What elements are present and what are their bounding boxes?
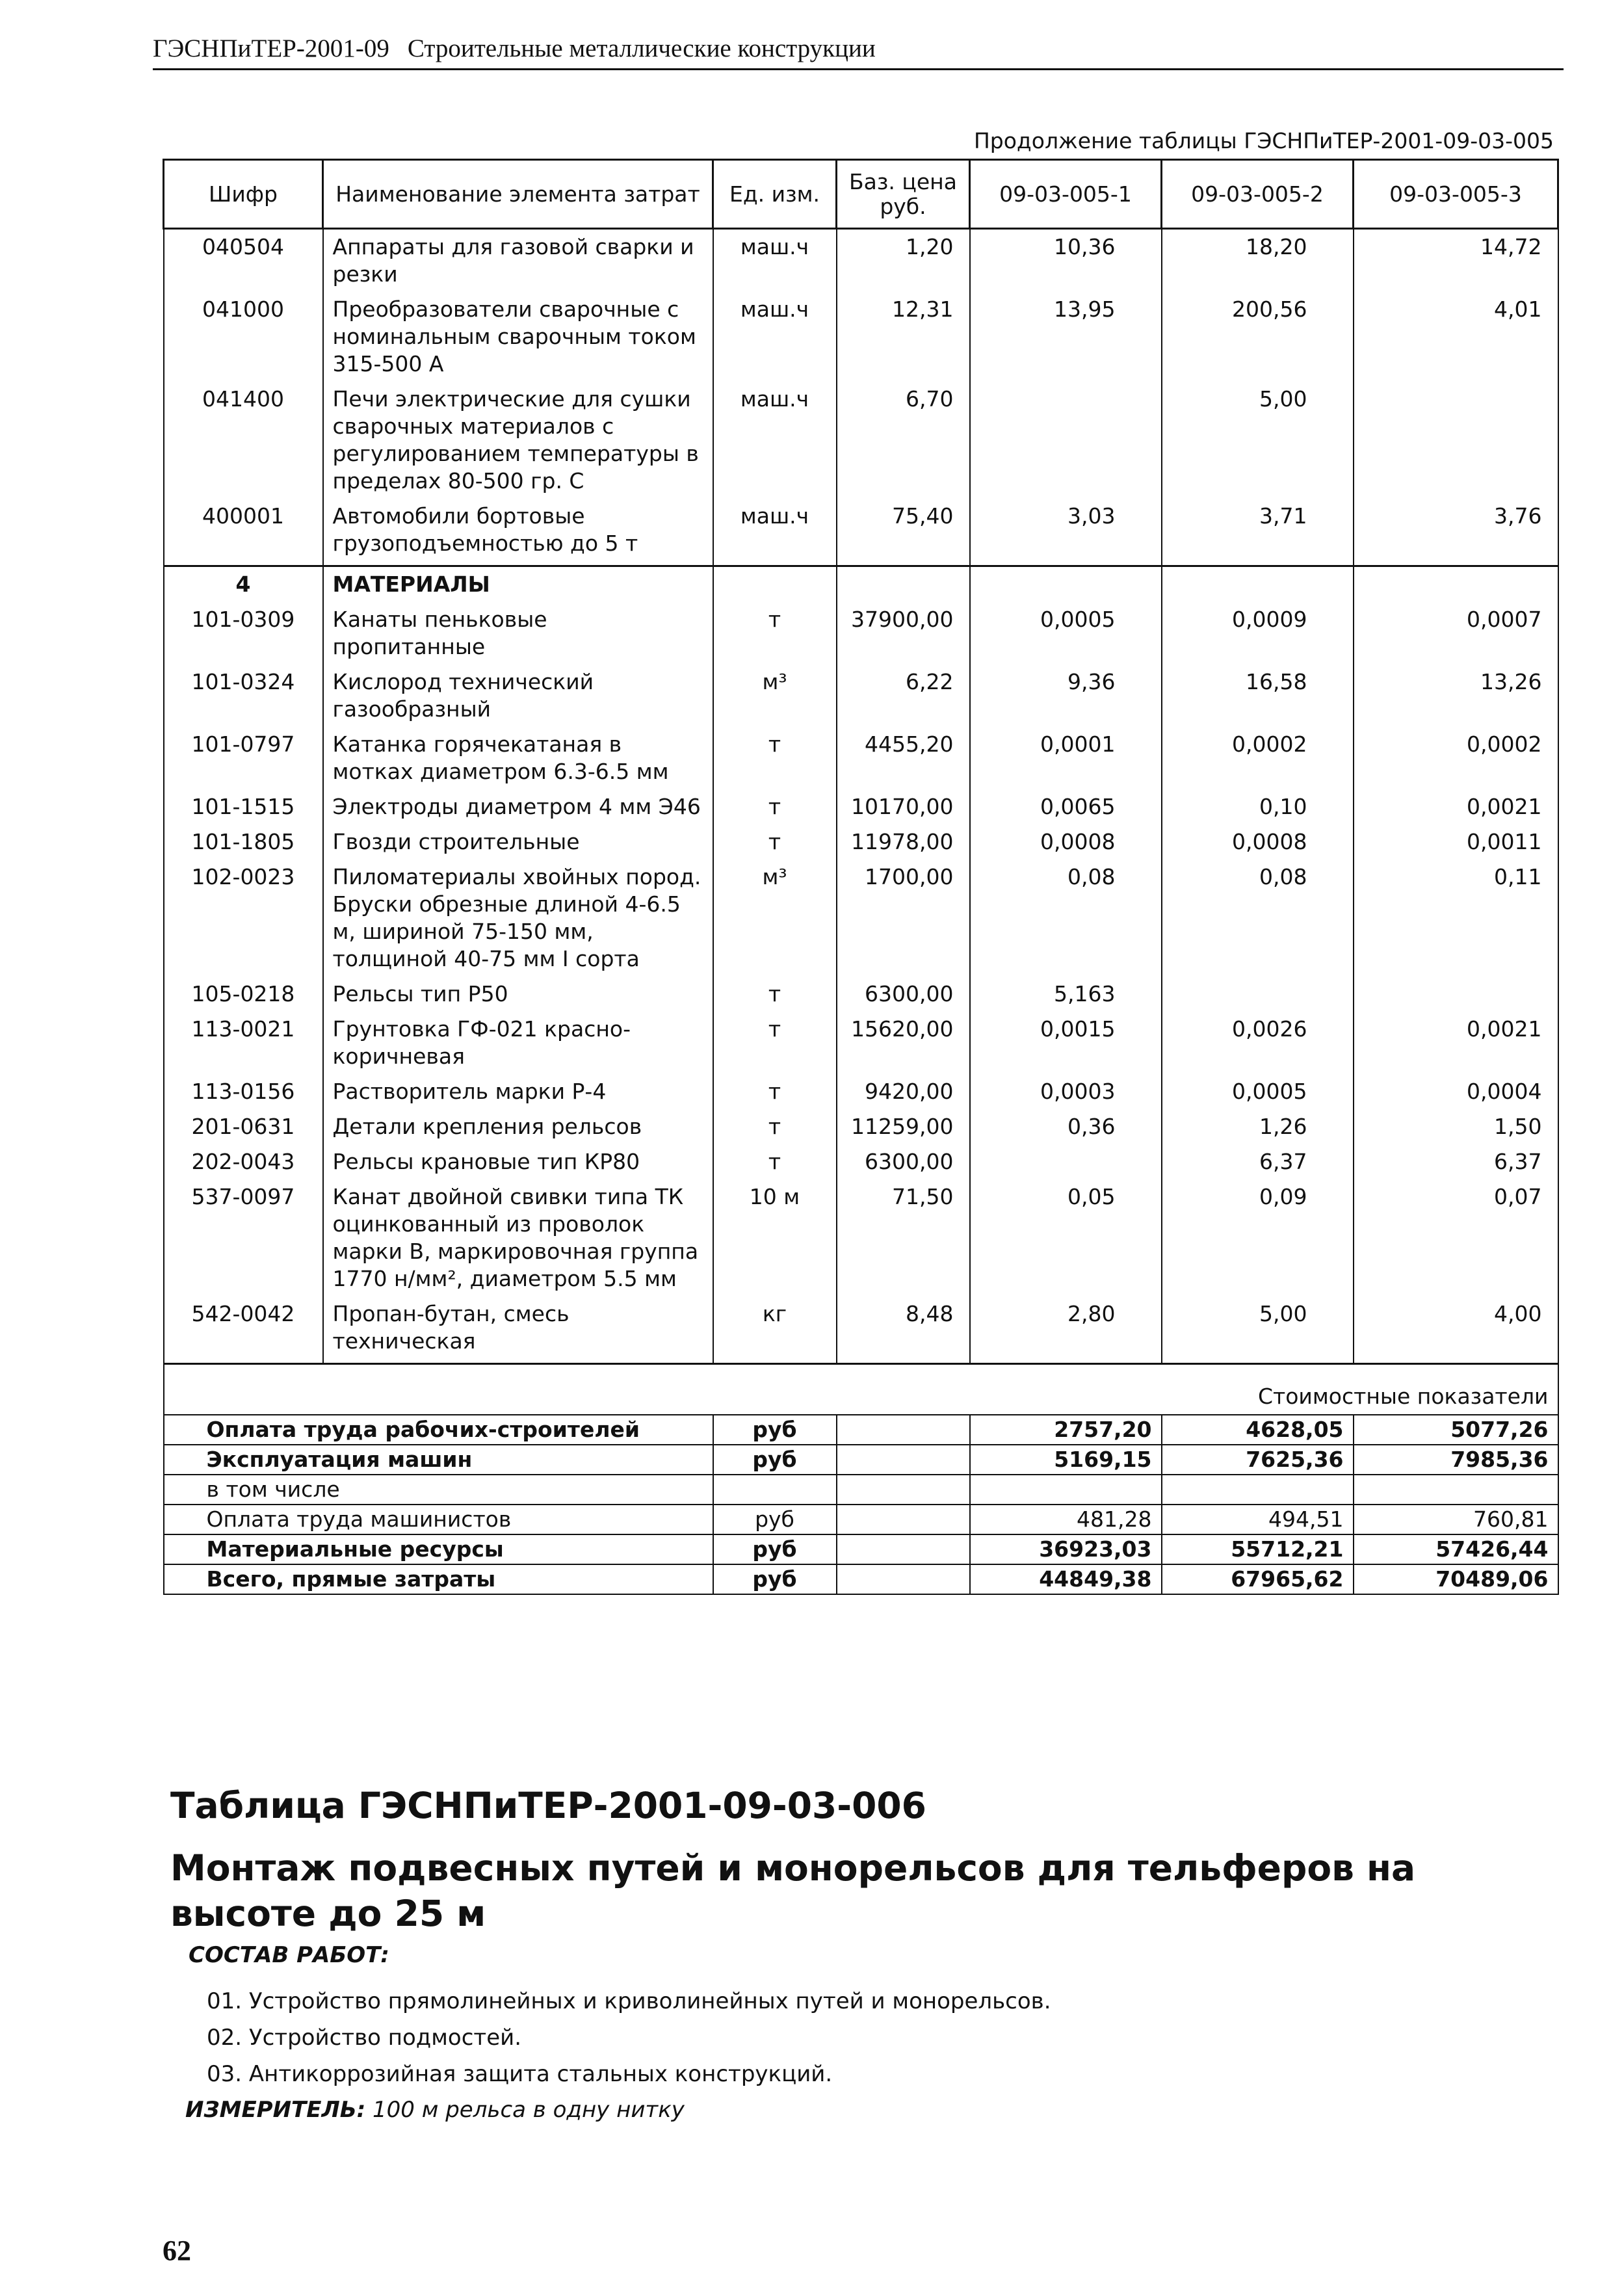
row-name: Автомобили бортовые грузоподъемностью до 5 т	[323, 499, 713, 566]
summary-value-1: 5169,15	[970, 1445, 1162, 1475]
row-value-3: 6,37	[1354, 1144, 1558, 1179]
table-header-row	[164, 160, 1558, 229]
summary-value-3: 5077,26	[1354, 1415, 1558, 1445]
table-row	[164, 664, 1558, 727]
row-price: 11259,00	[837, 1109, 970, 1144]
row-price: 6,22	[837, 664, 970, 727]
row-value-2: 5,00	[1162, 1296, 1354, 1364]
summary-unit: руб	[713, 1534, 837, 1564]
row-value-3: 0,0021	[1354, 789, 1558, 824]
meter-label: ИЗМЕРИТЕЛЬ:	[185, 2097, 366, 2123]
summary-value-3	[1354, 1475, 1558, 1505]
row-value-1: 0,36	[970, 1109, 1162, 1144]
page-number: 62	[163, 2235, 191, 2267]
row-value-1: 5,163	[970, 977, 1162, 1012]
summary-value-3: 57426,44	[1354, 1534, 1558, 1564]
row-name: Гвозди строительные	[323, 824, 713, 860]
row-value-3: 4,00	[1354, 1296, 1558, 1364]
row-unit: т	[713, 824, 837, 860]
table-row	[164, 382, 1558, 499]
cost-summary	[164, 1364, 1558, 1595]
row-value-1: 0,0005	[970, 602, 1162, 664]
table-row	[164, 1109, 1558, 1144]
row-value-3: 14,72	[1354, 229, 1558, 293]
row-unit: м³	[713, 664, 837, 727]
summary-value-1: 36923,03	[970, 1534, 1162, 1564]
row-name: Катанка горячекатаная в мотках диаметром 6.3-6.5 мм	[323, 727, 713, 789]
row-unit: т	[713, 789, 837, 824]
materials-section-row	[164, 566, 1558, 603]
summary-value-1: 44849,38	[970, 1564, 1162, 1594]
machines-rows	[164, 229, 1558, 566]
row-value-2: 16,58	[1162, 664, 1354, 727]
row-value-2: 0,0026	[1162, 1012, 1354, 1074]
row-price: 75,40	[837, 499, 970, 566]
row-value-3: 0,0021	[1354, 1012, 1558, 1074]
row-value-3: 4,01	[1354, 292, 1558, 382]
table-row	[164, 977, 1558, 1012]
row-value-2: 5,00	[1162, 382, 1354, 499]
row-value-3: 0,0002	[1354, 727, 1558, 789]
row-name: Аппараты для газовой сварки и резки	[323, 229, 713, 293]
row-price: 1,20	[837, 229, 970, 293]
row-code: 202-0043	[164, 1144, 323, 1179]
table-row	[164, 1296, 1558, 1364]
row-value-1: 2,80	[970, 1296, 1162, 1364]
row-name: Печи электрические для сушки сварочных материалов с регулированием температуры в пределах 80-500 гр. С	[323, 382, 713, 499]
row-value-2: 0,0009	[1162, 602, 1354, 664]
row-value-1: 0,0008	[970, 824, 1162, 860]
table-row	[164, 1012, 1558, 1074]
row-code: 105-0218	[164, 977, 323, 1012]
summary-value-2: 67965,62	[1162, 1564, 1354, 1594]
row-unit: маш.ч	[713, 499, 837, 566]
row-price: 4455,20	[837, 727, 970, 789]
row-code: 041400	[164, 382, 323, 499]
row-unit: т	[713, 1074, 837, 1109]
row-price: 12,31	[837, 292, 970, 382]
row-value-2: 0,09	[1162, 1179, 1354, 1296]
row-value-1: 9,36	[970, 664, 1162, 727]
table-row	[164, 602, 1558, 664]
summary-value-2	[1162, 1475, 1354, 1505]
row-code: 400001	[164, 499, 323, 566]
row-value-2: 18,20	[1162, 229, 1354, 293]
row-name: Пиломатериалы хвойных пород. Бруски обрезные длиной 4-6.5 м, шириной 75-150 мм, толщиной 40-75 мм I сорта	[323, 860, 713, 977]
row-name: Электроды диаметром 4 мм Э46	[323, 789, 713, 824]
row-price: 1700,00	[837, 860, 970, 977]
row-value-2: 0,0008	[1162, 824, 1354, 860]
summary-row	[164, 1505, 1558, 1534]
row-unit: т	[713, 1144, 837, 1179]
summary-unit: руб	[713, 1415, 837, 1445]
row-price: 11978,00	[837, 824, 970, 860]
row-unit: т	[713, 602, 837, 664]
row-unit: 10 м	[713, 1179, 837, 1296]
row-value-3: 0,0007	[1354, 602, 1558, 664]
row-value-1: 3,03	[970, 499, 1162, 566]
summary-unit: руб	[713, 1564, 837, 1594]
summary-row	[164, 1415, 1558, 1445]
summary-value-1	[970, 1475, 1162, 1505]
summary-row	[164, 1534, 1558, 1564]
table-row	[164, 292, 1558, 382]
row-value-1	[970, 382, 1162, 499]
running-header	[153, 34, 1564, 70]
summary-unit	[713, 1475, 837, 1505]
row-name: Грунтовка ГФ-021 красно-коричневая	[323, 1012, 713, 1074]
column-header-unit: Ед. изм.	[713, 160, 837, 229]
row-value-2: 200,56	[1162, 292, 1354, 382]
row-code: 101-0797	[164, 727, 323, 789]
row-value-3	[1354, 977, 1558, 1012]
next-table-subtitle: Монтаж подвесных путей и монорельсов для тельферов на высоте до 25 м	[170, 1847, 1416, 1934]
summary-value-1: 481,28	[970, 1505, 1162, 1534]
row-code: 537-0097	[164, 1179, 323, 1296]
row-value-1: 0,05	[970, 1179, 1162, 1296]
summary-unit: руб	[713, 1505, 837, 1534]
row-name: Канат двойной свивки типа ТК оцинкованный из проволок марки В, маркировочная группа 1770 н/мм², диаметром 5.5 мм	[323, 1179, 713, 1296]
row-value-1: 0,08	[970, 860, 1162, 977]
work-composition-header: СОСТАВ РАБОТ:	[189, 1942, 389, 1968]
row-code: 201-0631	[164, 1109, 323, 1144]
table-row	[164, 860, 1558, 977]
row-unit: маш.ч	[713, 229, 837, 293]
section-name: МАТЕРИАЛЫ	[323, 566, 713, 603]
column-header-v1: 09-03-005-1	[970, 160, 1162, 229]
row-price: 6300,00	[837, 1144, 970, 1179]
header-title: Строительные металлические конструкции	[407, 34, 876, 62]
column-header-code: Шифр	[164, 160, 323, 229]
row-unit: кг	[713, 1296, 837, 1364]
table-row	[164, 727, 1558, 789]
summary-value-2: 494,51	[1162, 1505, 1354, 1534]
row-unit: м³	[713, 860, 837, 977]
table-row	[164, 499, 1558, 566]
next-table-title: Таблица ГЭСНПиТЕР-2001-09-03-006	[170, 1785, 926, 1826]
row-price: 6,70	[837, 382, 970, 499]
table-continuation-caption: Продолжение таблицы ГЭСНПиТЕР-2001-09-03-005	[973, 128, 1554, 153]
row-value-2: 0,10	[1162, 789, 1354, 824]
row-value-1: 0,0065	[970, 789, 1162, 824]
work-item: 02. Устройство подмостей.	[207, 2025, 522, 2051]
row-code: 113-0156	[164, 1074, 323, 1109]
row-code: 041000	[164, 292, 323, 382]
header-code: ГЭСНПиТЕР-2001-09	[153, 34, 389, 62]
summary-value-2: 55712,21	[1162, 1534, 1354, 1564]
summary-row	[164, 1564, 1558, 1594]
row-value-3: 0,0004	[1354, 1074, 1558, 1109]
row-unit: т	[713, 1109, 837, 1144]
column-header-price: Баз. цена руб.	[837, 160, 970, 229]
row-name: Кислород технический газообразный	[323, 664, 713, 727]
row-value-2: 1,26	[1162, 1109, 1354, 1144]
summary-value-3: 7985,36	[1354, 1445, 1558, 1475]
table-row	[164, 824, 1558, 860]
row-code: 542-0042	[164, 1296, 323, 1364]
row-value-2	[1162, 977, 1354, 1012]
row-code: 101-0309	[164, 602, 323, 664]
row-price: 10170,00	[837, 789, 970, 824]
row-value-1	[970, 1144, 1162, 1179]
row-unit: т	[713, 727, 837, 789]
summary-value-3: 70489,06	[1354, 1564, 1558, 1594]
row-value-1: 0,0001	[970, 727, 1162, 789]
row-value-2: 0,08	[1162, 860, 1354, 977]
summary-row	[164, 1475, 1558, 1505]
row-code: 101-0324	[164, 664, 323, 727]
row-value-2: 0,0005	[1162, 1074, 1354, 1109]
row-value-3: 0,07	[1354, 1179, 1558, 1296]
table-row	[164, 1144, 1558, 1179]
row-unit: т	[713, 1012, 837, 1074]
cost-caption: Стоимостные показатели	[164, 1364, 1558, 1415]
row-code: 102-0023	[164, 860, 323, 977]
row-price: 9420,00	[837, 1074, 970, 1109]
column-header-v3: 09-03-005-3	[1354, 160, 1558, 229]
row-price: 8,48	[837, 1296, 970, 1364]
table-row	[164, 789, 1558, 824]
row-value-2: 0,0002	[1162, 727, 1354, 789]
column-header-v2: 09-03-005-2	[1162, 160, 1354, 229]
row-name: Преобразователи сварочные с номинальным сварочным током 315-500 А	[323, 292, 713, 382]
row-value-2: 6,37	[1162, 1144, 1354, 1179]
row-value-3: 13,26	[1354, 664, 1558, 727]
row-value-3: 3,76	[1354, 499, 1558, 566]
row-value-3: 0,0011	[1354, 824, 1558, 860]
table-row	[164, 1074, 1558, 1109]
row-value-2: 3,71	[1162, 499, 1354, 566]
row-price: 37900,00	[837, 602, 970, 664]
work-item: 03. Антикоррозийная защита стальных конструкций.	[207, 2061, 833, 2087]
summary-label: Материальные ресурсы	[164, 1534, 713, 1564]
row-value-1: 0,0015	[970, 1012, 1162, 1074]
resource-table	[163, 159, 1559, 1595]
summary-value-2: 7625,36	[1162, 1445, 1354, 1475]
summary-label: Всего, прямые затраты	[164, 1564, 713, 1594]
table-row	[164, 229, 1558, 293]
row-value-3	[1354, 382, 1558, 499]
row-name: Детали крепления рельсов	[323, 1109, 713, 1144]
row-price: 6300,00	[837, 977, 970, 1012]
summary-label: Оплата труда машинистов	[164, 1505, 713, 1534]
row-name: Рельсы тип Р50	[323, 977, 713, 1012]
summary-value-2: 4628,05	[1162, 1415, 1354, 1445]
row-unit: т	[713, 977, 837, 1012]
row-unit: маш.ч	[713, 292, 837, 382]
row-price: 71,50	[837, 1179, 970, 1296]
summary-label: Эксплуатация машин	[164, 1445, 713, 1475]
row-price: 15620,00	[837, 1012, 970, 1074]
summary-value-1: 2757,20	[970, 1415, 1162, 1445]
row-value-3: 1,50	[1354, 1109, 1558, 1144]
meter-line	[185, 2097, 685, 2123]
summary-value-3: 760,81	[1354, 1505, 1558, 1534]
row-value-1: 13,95	[970, 292, 1162, 382]
row-code: 101-1805	[164, 824, 323, 860]
meter-value: 100 м рельса в одну нитку	[373, 2097, 685, 2123]
materials-rows	[164, 566, 1558, 1364]
summary-row	[164, 1445, 1558, 1475]
column-header-name: Наименование элемента затрат	[323, 160, 713, 229]
summary-unit: руб	[713, 1445, 837, 1475]
row-name: Пропан-бутан, смесь техническая	[323, 1296, 713, 1364]
row-name: Рельсы крановые тип КР80	[323, 1144, 713, 1179]
work-item: 01. Устройство прямолинейных и криволинейных путей и монорельсов.	[207, 1988, 1051, 2014]
row-code: 101-1515	[164, 789, 323, 824]
row-name: Растворитель марки Р-4	[323, 1074, 713, 1109]
row-code: 040504	[164, 229, 323, 293]
table-row	[164, 1179, 1558, 1296]
summary-label: Оплата труда рабочих-строителей	[164, 1415, 713, 1445]
row-unit: маш.ч	[713, 382, 837, 499]
row-value-3: 0,11	[1354, 860, 1558, 977]
row-code: 113-0021	[164, 1012, 323, 1074]
section-code: 4	[164, 566, 323, 603]
row-value-1: 10,36	[970, 229, 1162, 293]
row-name: Канаты пеньковые пропитанные	[323, 602, 713, 664]
summary-label: в том числе	[164, 1475, 713, 1505]
row-value-1: 0,0003	[970, 1074, 1162, 1109]
cost-caption-row	[164, 1364, 1558, 1415]
